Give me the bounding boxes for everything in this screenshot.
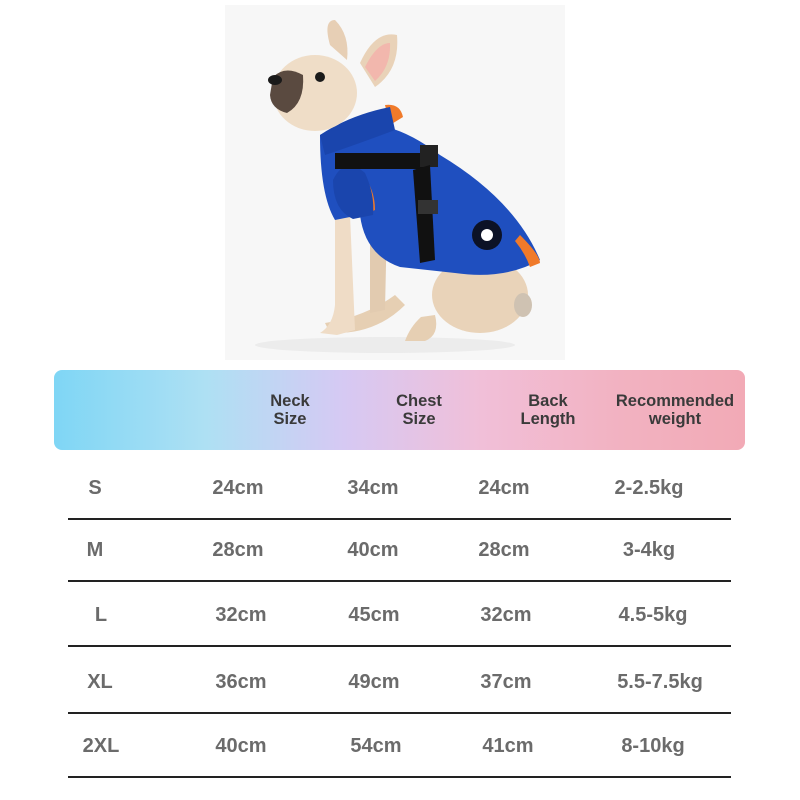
weight-value: 3-4kg (622, 539, 676, 561)
chest-value: 45cm (348, 604, 400, 626)
weight-value: 2-2.5kg (614, 477, 684, 499)
size-label: XL (87, 671, 113, 693)
row-divider (68, 580, 731, 582)
size-label: M (86, 539, 104, 561)
chest-value: 34cm (347, 477, 399, 499)
row-divider (68, 712, 731, 714)
dog-in-vest-icon (225, 5, 565, 360)
weight-value: 5.5-7.5kg (617, 671, 703, 693)
neck-value: 32cm (215, 604, 267, 626)
neck-value: 40cm (215, 735, 267, 757)
table-row (68, 652, 731, 714)
size-label: S (88, 477, 102, 499)
row-divider (68, 776, 731, 778)
back-value: 41cm (482, 735, 534, 757)
neck-value: 28cm (212, 539, 264, 561)
size-label: 2XL (82, 735, 120, 757)
back-value: 24cm (478, 477, 530, 499)
header-recommended-weight: Recommended weight (615, 392, 735, 428)
header-chest-size: Chest Size (396, 392, 442, 428)
table-row (68, 585, 731, 647)
weight-value: 4.5-5kg (618, 604, 688, 626)
back-value: 32cm (480, 604, 532, 626)
weight-value: 8-10kg (621, 735, 685, 757)
row-divider (68, 645, 731, 647)
neck-value: 36cm (215, 671, 267, 693)
table-row (68, 458, 731, 520)
neck-value: 24cm (212, 477, 264, 499)
back-value: 28cm (478, 539, 530, 561)
chest-value: 49cm (348, 671, 400, 693)
chest-value: 40cm (347, 539, 399, 561)
header-neck-size: Neck Size (270, 392, 310, 428)
chest-value: 54cm (350, 735, 402, 757)
product-photo (225, 5, 565, 360)
size-label: L (94, 604, 108, 626)
size-chart-header (54, 370, 745, 450)
back-value: 37cm (480, 671, 532, 693)
table-row (68, 716, 731, 778)
table-row (68, 520, 731, 582)
header-back-length: Back Length (520, 392, 576, 428)
